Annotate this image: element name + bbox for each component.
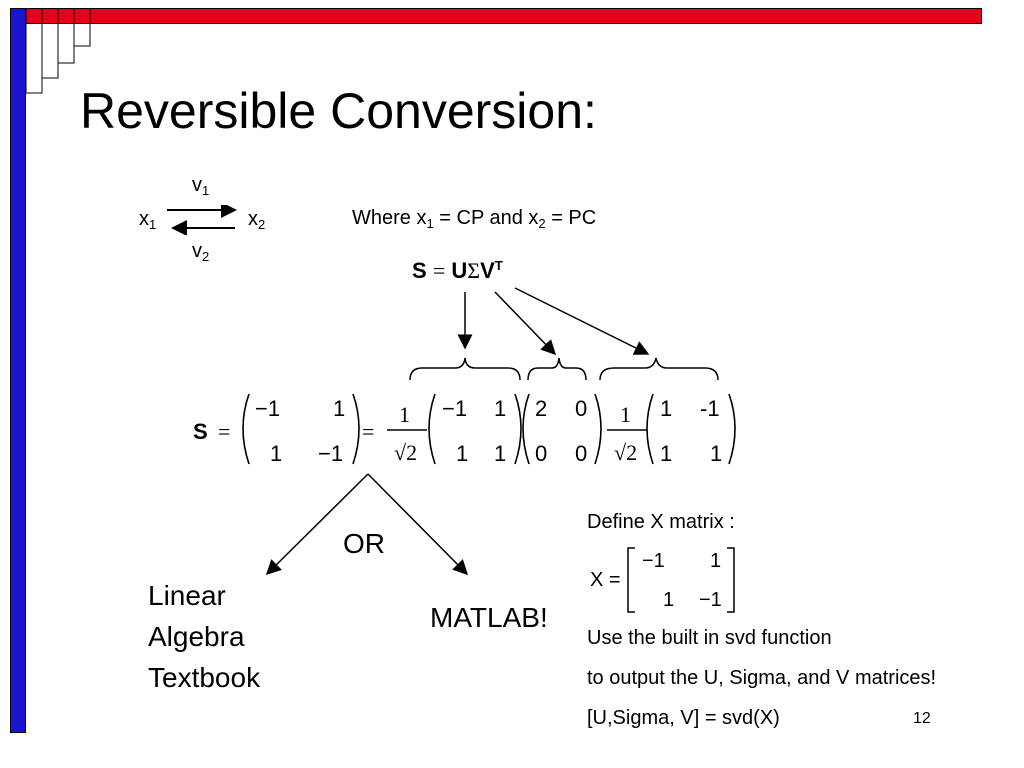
slide-title: Reversible Conversion:: [80, 83, 597, 139]
x-matrix-cell: 1: [663, 589, 675, 611]
sigma-matrix-cell: 2: [535, 396, 548, 421]
linear-algebra-textbook: Linear Algebra Textbook: [148, 580, 261, 693]
v-matrix-cell: 1: [660, 441, 673, 466]
top-accent-bar: [10, 8, 982, 24]
page-number: 12: [913, 710, 931, 727]
fraction-denominator: √2: [394, 440, 418, 465]
u-matrix-cell: 1: [494, 441, 507, 466]
v-matrix-cell: 1: [660, 396, 673, 421]
svd-arrows-and-braces: [400, 280, 740, 390]
x-matrix-cell: −1: [642, 550, 665, 572]
s-matrix-cell: 1: [333, 396, 346, 421]
v1-label: $v_1$: [192, 174, 210, 198]
left-accent-bar: [10, 8, 26, 733]
v2-label: $v_2$: [192, 240, 210, 264]
v-matrix-cell: 1: [710, 441, 723, 466]
x-matrix-label: X =: [590, 569, 621, 591]
fraction-numerator: 1: [399, 402, 410, 427]
matlab-label: MATLAB!: [430, 602, 548, 633]
svd-code: [U,Sigma, V] = svd(X): [587, 707, 780, 729]
fraction-denominator: √2: [614, 440, 638, 465]
fraction-numerator: 1: [620, 402, 631, 427]
sigma-matrix-cell: 0: [575, 441, 588, 466]
s-matrix-cell: 1: [270, 441, 283, 466]
u-matrix-cell: −1: [442, 396, 468, 421]
define-x-text: Define X matrix :: [587, 511, 735, 533]
or-arrows: [255, 470, 480, 582]
sigma-matrix-cell: 0: [535, 441, 548, 466]
sigma-matrix-cell: 0: [575, 396, 588, 421]
equals-sign-2: =: [362, 419, 375, 444]
svd-equation: $S = U\Sigma V^T$: [412, 258, 503, 283]
x-matrix-cell: −1: [699, 589, 722, 611]
s-symbol: S: [193, 419, 208, 444]
conversion-arrows: [165, 205, 245, 235]
u-matrix-cell: 1: [494, 396, 507, 421]
svd-instruction-1: Use the built in svd function: [587, 627, 832, 649]
x-matrix-cell: 1: [710, 550, 722, 572]
v-matrix-cell: -1: [700, 396, 720, 421]
where-text: Where $x_1$ = CP and $x_2$ = PC: [352, 207, 597, 231]
or-label: OR: [343, 528, 385, 559]
s-matrix-cell: −1: [255, 396, 281, 421]
x2-label: $x_2$: [248, 208, 266, 232]
x1-label: $x_1$: [139, 208, 157, 232]
s-matrix-cell: −1: [318, 441, 344, 466]
equals-sign: =: [218, 419, 231, 444]
svd-instruction-2: to output the U, Sigma, and V matrices!: [587, 667, 937, 689]
u-matrix-cell: 1: [456, 441, 469, 466]
